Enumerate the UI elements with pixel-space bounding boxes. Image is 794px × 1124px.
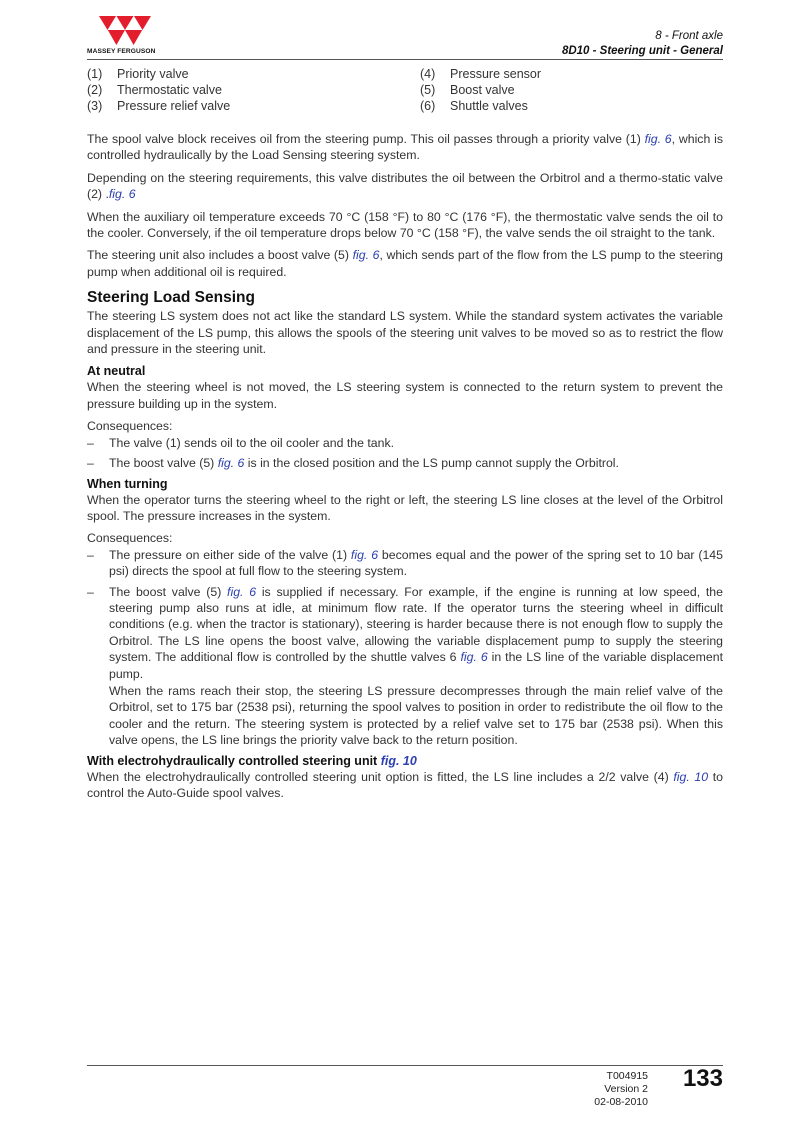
text: is supplied if necessary. For example, if the engine is running at low speed, the steering pump also runs at idle, at minimum flow rate. If the operator turns the steering wheel in difficult conditions (e.g. when the tractor is stationary), steering is harder because there is not enough flow to supply the Orbitrol. The LS line opens the boost valve, allowing the variable displacement pump to supply the steering system. The additional flow is controlled by the shuttle valves 6 [109,584,723,665]
list-item [87,435,723,451]
consequences-label: Consequences: [87,531,173,546]
list-item-continuation: When the rams reach their stop, the steering LS pressure decompresses through the main relief valve of the Orbitrol, set to 175 bar (2538 psi), returning the spool valves to position in order to redistribute the oil flow to the cooler and the return. The steering system is protected by a relief valve set to 175 bar (2538 psi). When this valve opens, the LS line brings the priority valve back to the return position. [109,683,723,748]
fig-6-link[interactable]: fig. 6 [644,132,672,146]
fig-6-link[interactable]: fig. 6 [352,248,380,263]
list-item [87,455,723,471]
document-version: Version 2 [604,1083,648,1095]
legend-number: (3) [87,99,103,113]
legend-item [87,67,189,81]
legend-number: (5) [420,83,436,97]
component-legend [87,67,723,117]
text: When the electrohydraulically controlled steering unit option is fitted, the LS line includes a 2/2 valve (4) [87,769,674,784]
text: to control the Auto-Guide spool valves. [87,769,723,800]
legend-item [87,99,230,113]
fig-6-link[interactable]: fig. 6 [108,187,136,202]
legend-number: (1) [87,67,103,81]
document-date: 02-08-2010 [594,1096,648,1108]
legend-item [420,83,515,97]
list-item [87,547,723,580]
legend-label: Pressure sensor [450,67,542,81]
text: , which sends part of the flow from the LS pump to the steering pump when additional oil is required. [87,248,724,279]
text: , which is controlled hydraulically by the Load Sensing steering system. [87,132,723,163]
chapter-title: 8 - Front axle [655,30,723,42]
paragraph [87,170,723,203]
legend-number: (2) [87,83,103,97]
text: in the LS line of the variable displacement pump. [109,650,723,681]
text: is in the closed position and the LS pump cannot supply the Orbitrol. [244,456,619,471]
subsection-heading: At neutral [87,364,146,379]
dash-bullet: – [87,456,94,471]
fig-10-link[interactable]: fig. 10 [380,753,417,768]
section-title: 8D10 - Steering unit - General [561,45,723,57]
paragraph [87,769,723,802]
fig-6-link[interactable]: fig. 6 [460,650,488,665]
text: The pressure on either side of the valve (1) [109,547,351,562]
fig-6-link[interactable]: fig. 6 [350,547,379,562]
section-heading: Steering Load Sensing [87,289,255,307]
paragraph: The steering LS system does not act like the standard LS system. While the standard system activates the variable displacement of the LS pump, this allows the spools of the steering unit valves to be moved so as to restrict the flow and pressure in the steering unit. [87,309,723,357]
dash-bullet: – [87,547,94,562]
header-divider [87,59,723,60]
legend-label: Pressure relief valve [117,99,231,113]
text: The spool valve block receives oil from the steering pump. This oil passes through a priority valve (1) [87,132,645,146]
legend-item [87,83,222,97]
text: With electrohydraulically controlled steering unit [87,753,381,768]
fig-10-link[interactable]: fig. 10 [673,769,709,784]
subsection-heading [87,753,723,769]
footer-divider [87,1065,723,1066]
paragraph: When the auxiliary oil temperature exceeds 70 °C (158 °F) to 80 °C (176 °F), the thermostatic valve sends the oil to the cooler. Conversely, if the oil temperature drops below 70 °C (158 °F), the valve sends the oil straight to the tank. [87,209,723,241]
paragraph [87,131,723,164]
triple-triangle-logo-icon [99,14,151,46]
legend-label: Shuttle valves [450,99,528,113]
legend-label: Boost valve [450,83,515,97]
dash-bullet: – [87,584,94,599]
subsection-heading: When turning [87,476,168,491]
legend-number: (4) [420,67,436,81]
text: The steering unit also includes a boost valve (5) [87,248,353,263]
legend-item [420,67,541,81]
dash-bullet: – [87,435,94,450]
document-body [87,131,723,807]
paragraph: When the operator turns the steering wheel to the right or left, the steering LS line closes at the level of the Orbitrol spool. The pressure increases in the system. [87,492,723,523]
legend-label: Thermostatic valve [117,83,222,97]
massey-ferguson-logo [87,14,165,58]
text: The valve (1) sends oil to the oil cooler and the tank. [109,435,395,450]
legend-item [420,99,528,113]
paragraph: When the steering wheel is not moved, the LS steering system is connected to the return system to prevent the pressure building up in the system. [87,380,723,411]
consequences-list [87,435,723,472]
text: The boost valve (5) [109,584,228,599]
text: Depending on the steering requirements, this valve distributes the oil between the Orbitrol and a thermo-static valve (2) . [87,170,723,202]
list-item [87,584,723,749]
document-code: T004915 [606,1070,648,1082]
text: becomes equal and the power of the spring set to 10 bar (145 psi) directs the spool at full flow to the steering system. [109,547,723,579]
fig-6-link[interactable]: fig. 6 [227,584,257,599]
consequences-label: Consequences: [87,419,173,434]
text: The boost valve (5) [109,456,218,471]
page-number: 133 [682,1065,723,1092]
legend-label: Priority valve [117,67,189,81]
fig-6-link[interactable]: fig. 6 [217,456,245,471]
logo-text: MASSEY FERGUSON [87,48,156,55]
consequences-list [87,547,723,749]
legend-number: (6) [420,99,436,113]
paragraph [87,247,723,280]
